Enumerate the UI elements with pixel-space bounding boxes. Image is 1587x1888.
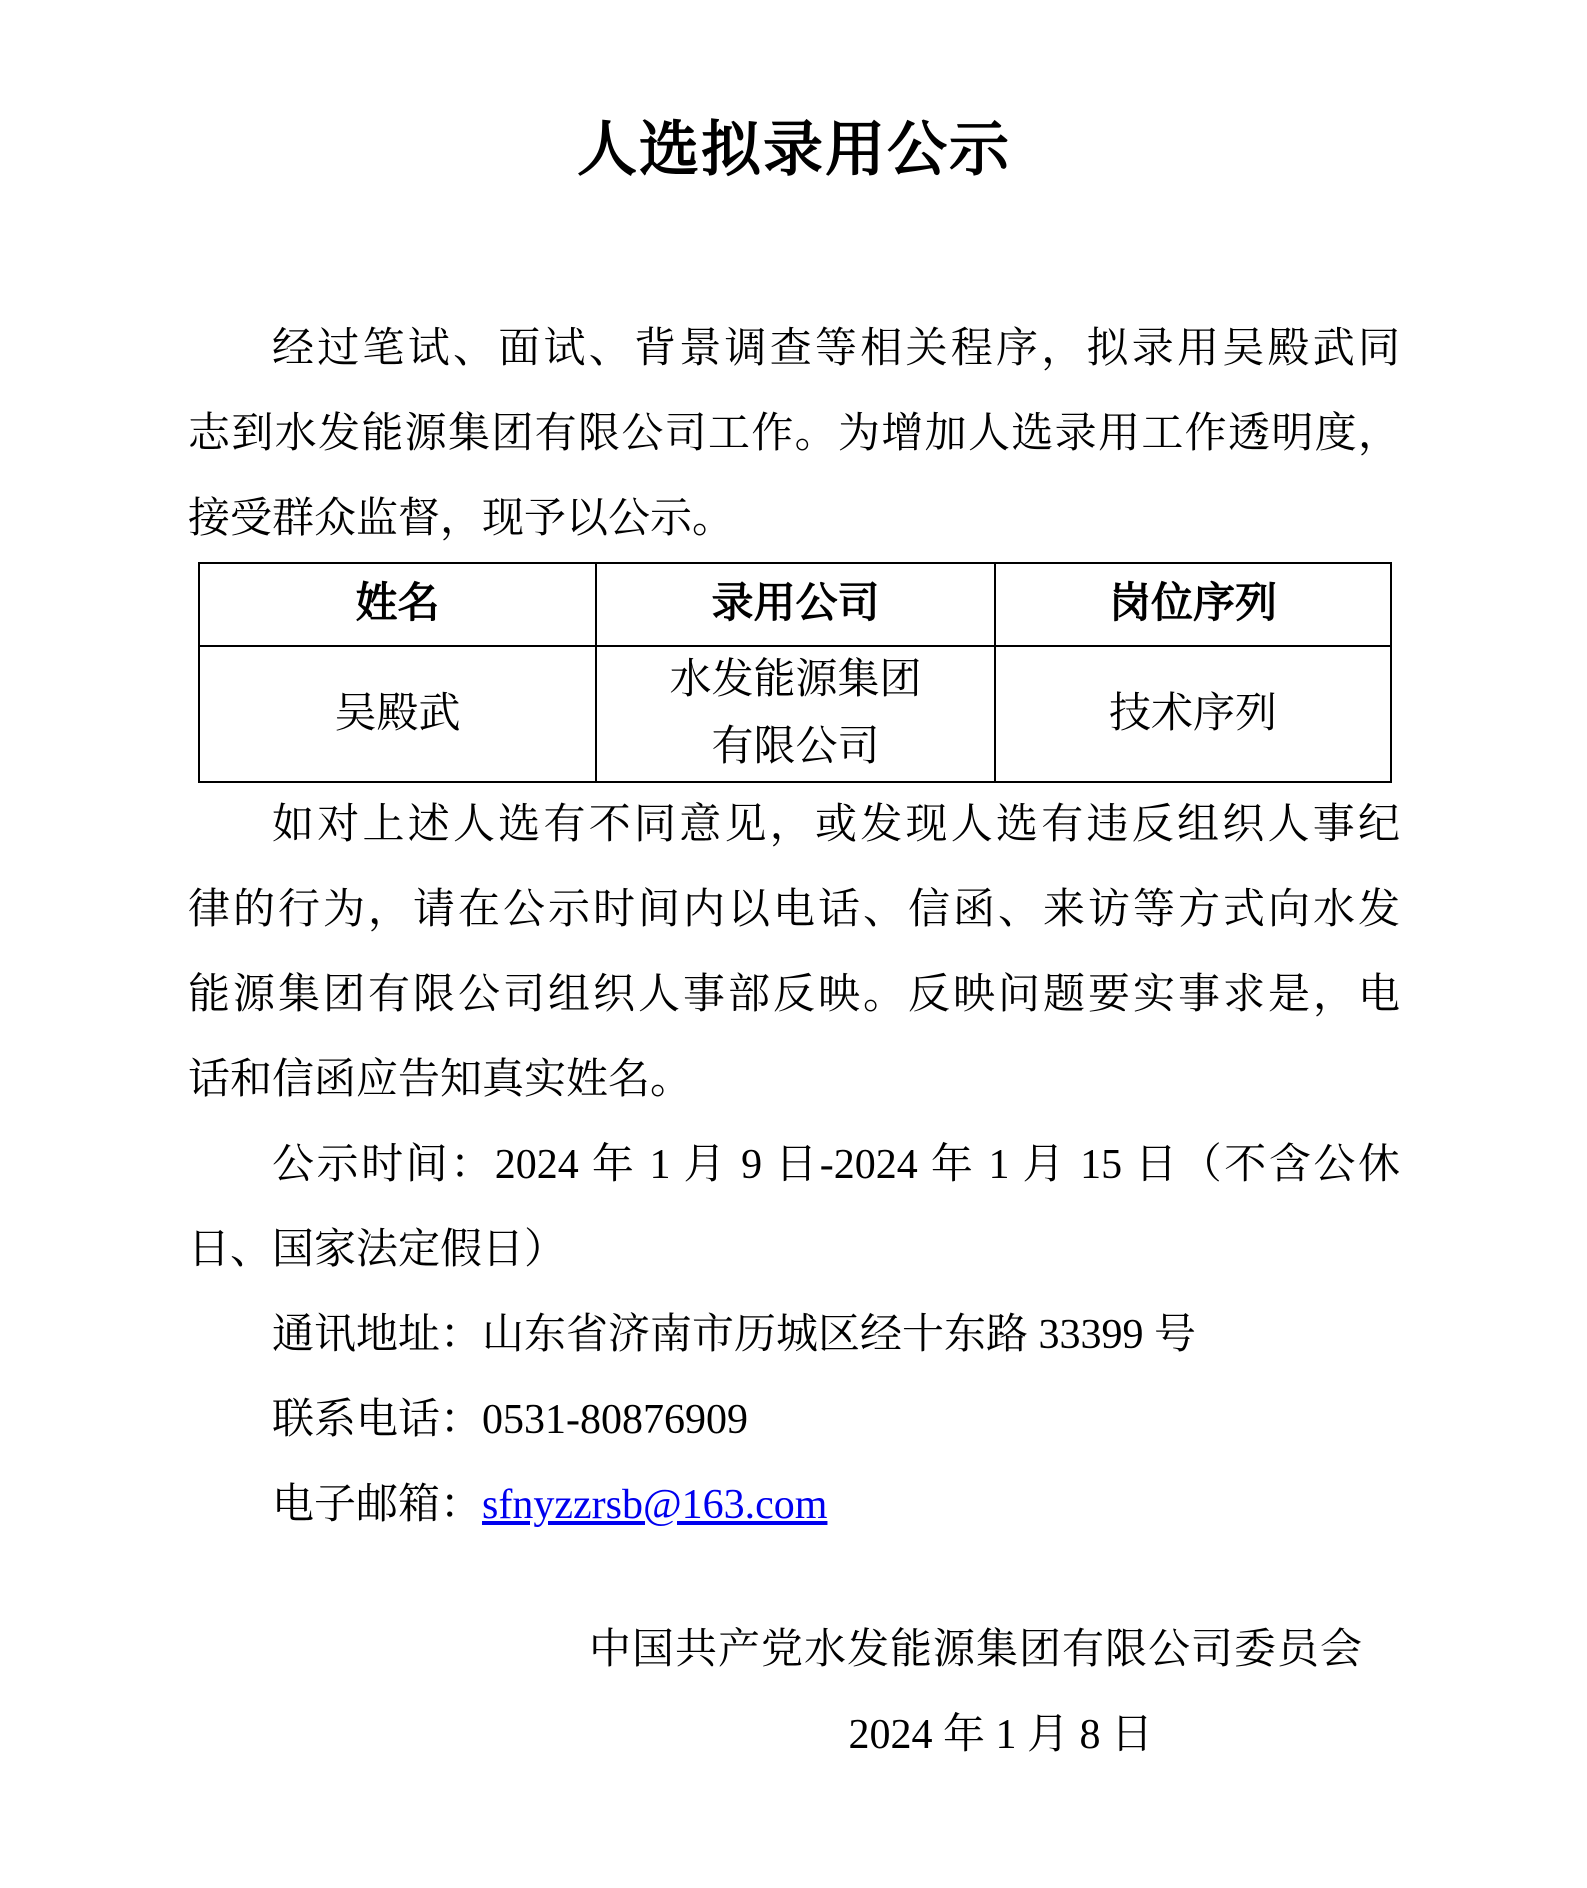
objection-line-3: 能源集团有限公司组织人事部反映。反映问题要实事求是，电 <box>188 972 1400 1018</box>
table-row <box>199 646 1391 782</box>
company-line-2: 有限公司 <box>711 724 880 770</box>
candidate-table <box>198 562 1392 783</box>
column-header-company: 录用公司 <box>596 563 995 646</box>
signature-block <box>188 1608 1400 1778</box>
committee-signature: 中国共产党水发能源集团有限公司委员会 <box>588 1627 1363 1673</box>
intro-line-2: 志到水发能源集团有限公司工作。为增加人选录用工作透明度， <box>188 411 1400 457</box>
column-header-name: 姓名 <box>199 563 596 646</box>
intro-line-1: 经过笔试、面试、背景调查等相关程序，拟录用吴殿武同 <box>272 326 1400 372</box>
objection-line-1: 如对上述人选有不同意见，或发现人选有违反组织人事纪 <box>272 802 1400 848</box>
table-header-row <box>199 563 1391 646</box>
publicity-period-paragraph <box>188 1123 1400 1293</box>
company-line-1: 水发能源集团 <box>669 657 922 703</box>
email-link[interactable]: sfnyzzrsb@163.com <box>482 1482 828 1528</box>
email-line <box>188 1463 1400 1548</box>
mailing-address-line: 通讯地址：山东省济南市历城区经十东路 33399 号 <box>272 1312 1197 1358</box>
email-label: 电子邮箱： <box>272 1482 483 1528</box>
publicity-period-line-2: 日、国家法定假日） <box>188 1227 567 1273</box>
cell-hiring-company <box>596 646 995 782</box>
intro-line-3: 接受群众监督，现予以公示。 <box>188 496 735 542</box>
objection-paragraph <box>188 783 1400 1123</box>
page-title: 人选拟录用公示 <box>577 117 1011 183</box>
cell-candidate-name: 吴殿武 <box>199 646 596 782</box>
document-body <box>188 307 1400 1778</box>
column-header-position: 岗位序列 <box>995 563 1391 646</box>
contact-phone-line: 联系电话：0531-80876909 <box>272 1397 748 1443</box>
intro-paragraph <box>188 307 1400 562</box>
objection-line-4: 话和信函应告知真实姓名。 <box>188 1057 693 1103</box>
publicity-period-line-1: 公示时间：2024 年 1 月 9 日-2024 年 1 月 15 日（不含公休 <box>272 1142 1400 1188</box>
objection-line-2: 律的行为，请在公示时间内以电话、信函、来访等方式向水发 <box>188 887 1400 933</box>
cell-position-series: 技术序列 <box>995 646 1391 782</box>
signature-date: 2024 年 1 月 8 日 <box>848 1712 1153 1758</box>
